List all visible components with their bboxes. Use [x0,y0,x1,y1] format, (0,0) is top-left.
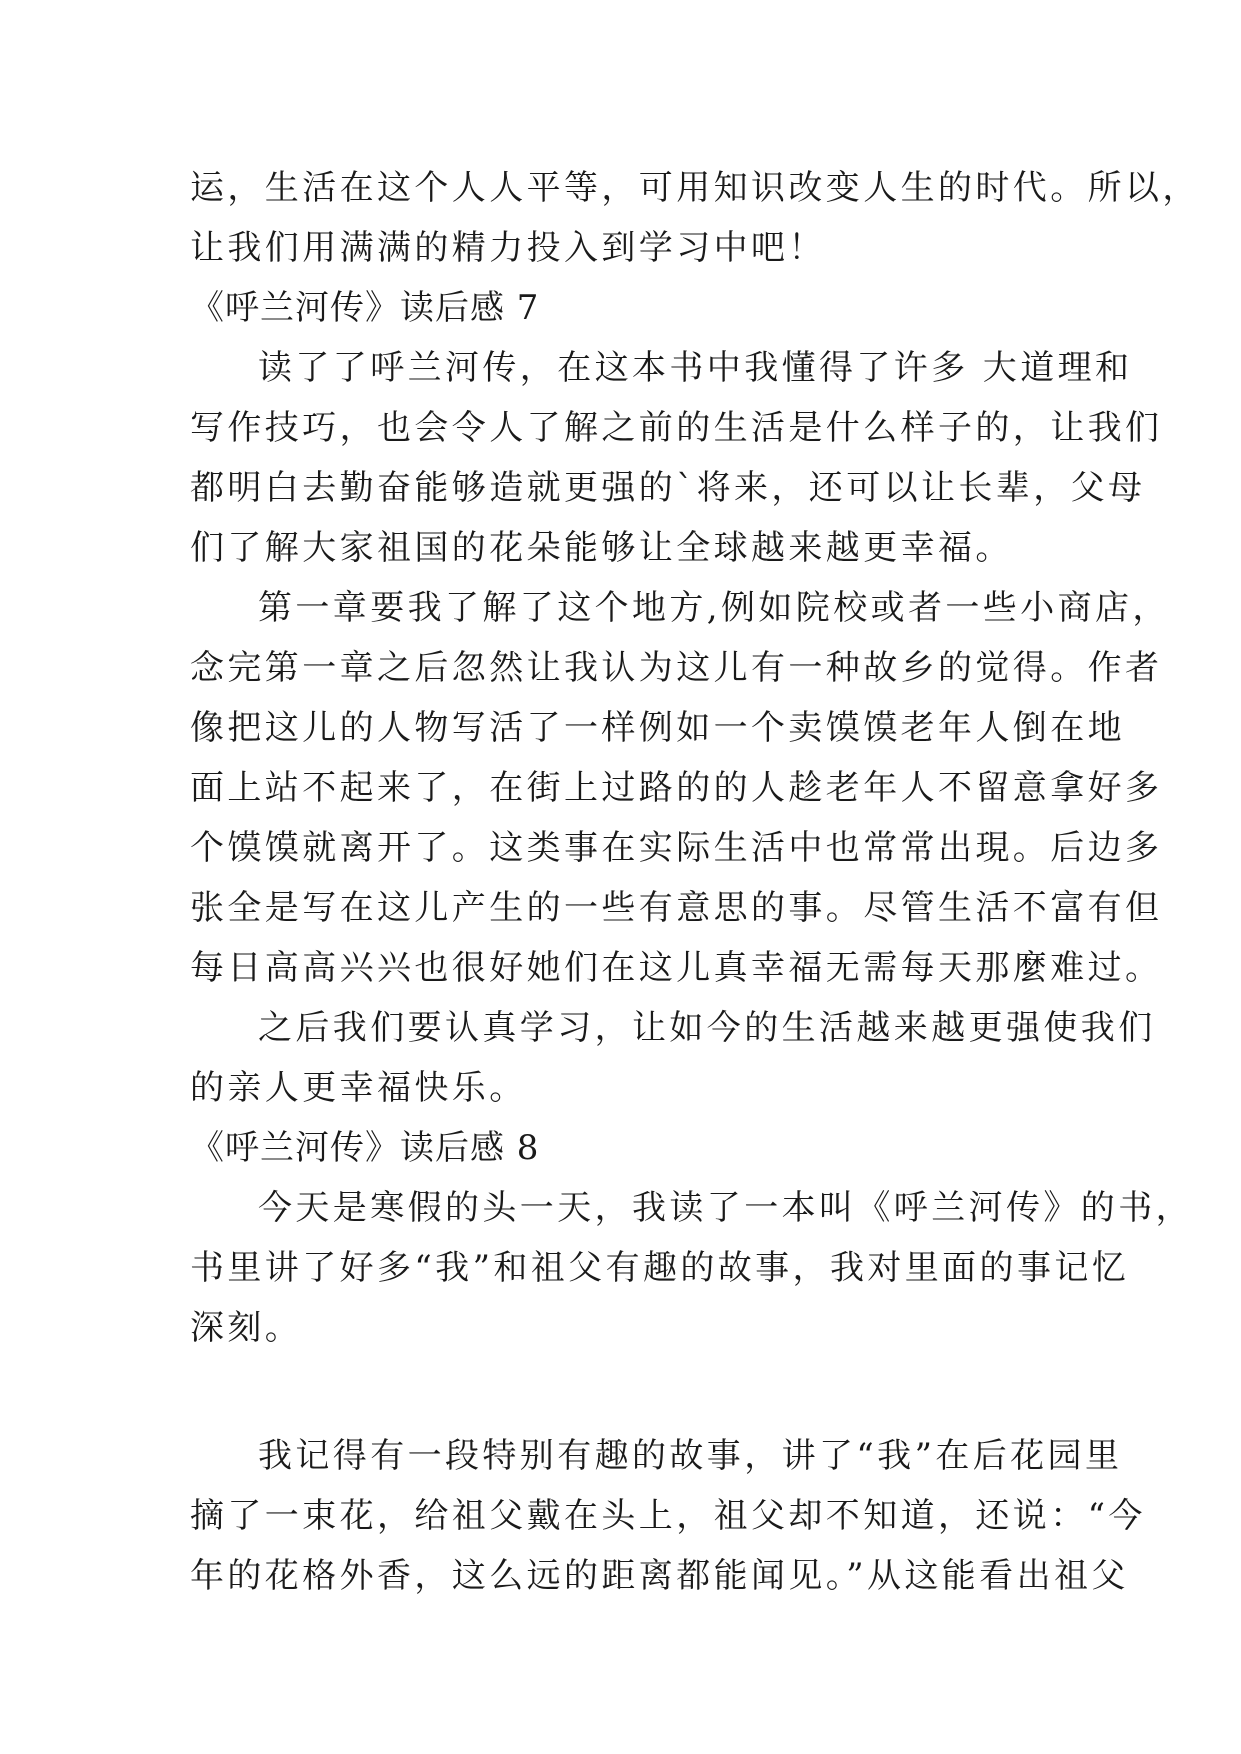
text-line: 张全是写在这儿产生的一些有意思的事。尽管生活不富有但 [190,888,1163,928]
text-line: 个馍馍就离开了。这类事在实际生活中也常常出現。后边多 [190,828,1163,868]
text-line: 每日高高兴兴也很好她们在这儿真幸福无需每天那麼难过。 [190,948,1163,988]
text-line: 让我们用满满的精力投入到学习中吧！ [190,228,826,268]
section-heading: 《呼兰河传》读后感 7 [190,288,540,328]
paragraph-line: 读了了呼兰河传，在这本书中我懂得了许多 大道理和 [258,348,1133,388]
text-line: 面上站不起来了，在街上过路的的人趁老年人不留意拿好多 [190,768,1163,808]
text-line: 书里讲了好多“我”和祖父有趣的故事，我对里面的事记忆 [190,1248,1130,1288]
text-line: 念完第一章之后忽然让我认为这儿有一种故乡的觉得。作者 [190,648,1163,688]
text-line: 们了解大家祖国的花朵能够让全球越来越更幸福。 [190,528,1013,568]
paragraph-line: 之后我们要认真学习，让如今的生活越来越更强使我们 [258,1008,1156,1048]
paragraph-line: 今天是寒假的头一天，我读了一本叫《呼兰河传》的书， [258,1188,1193,1228]
text-line: 都明白去勤奋能够造就更强的`将来，还可以让长辈，父母 [190,468,1146,508]
text-line: 摘了一束花，给祖父戴在头上，祖父却不知道，还说：“今 [190,1496,1146,1536]
section-heading: 《呼兰河传》读后感 8 [190,1128,540,1168]
paragraph-line: 我记得有一段特别有趣的故事，讲了“我”在后花园里 [258,1436,1123,1476]
text-line: 写作技巧，也会令人了解之前的生活是什么样子的，让我们 [190,408,1163,448]
text-line: 像把这儿的人物写活了一样例如一个卖馍馍老年人倒在地 [190,708,1125,748]
text-line: 运，生活在这个人人平等，可用知识改变人生的时代。所以， [190,168,1200,208]
text-line: 的亲人更幸福快乐。 [190,1068,527,1108]
paragraph-line: 第一章要我了解了这个地方,例如院校或者一些小商店， [258,588,1170,628]
text-line: 深刻。 [190,1308,303,1348]
text-line: 年的花格外香，这么远的距离都能闻见。”从这能看出祖父 [190,1556,1129,1596]
